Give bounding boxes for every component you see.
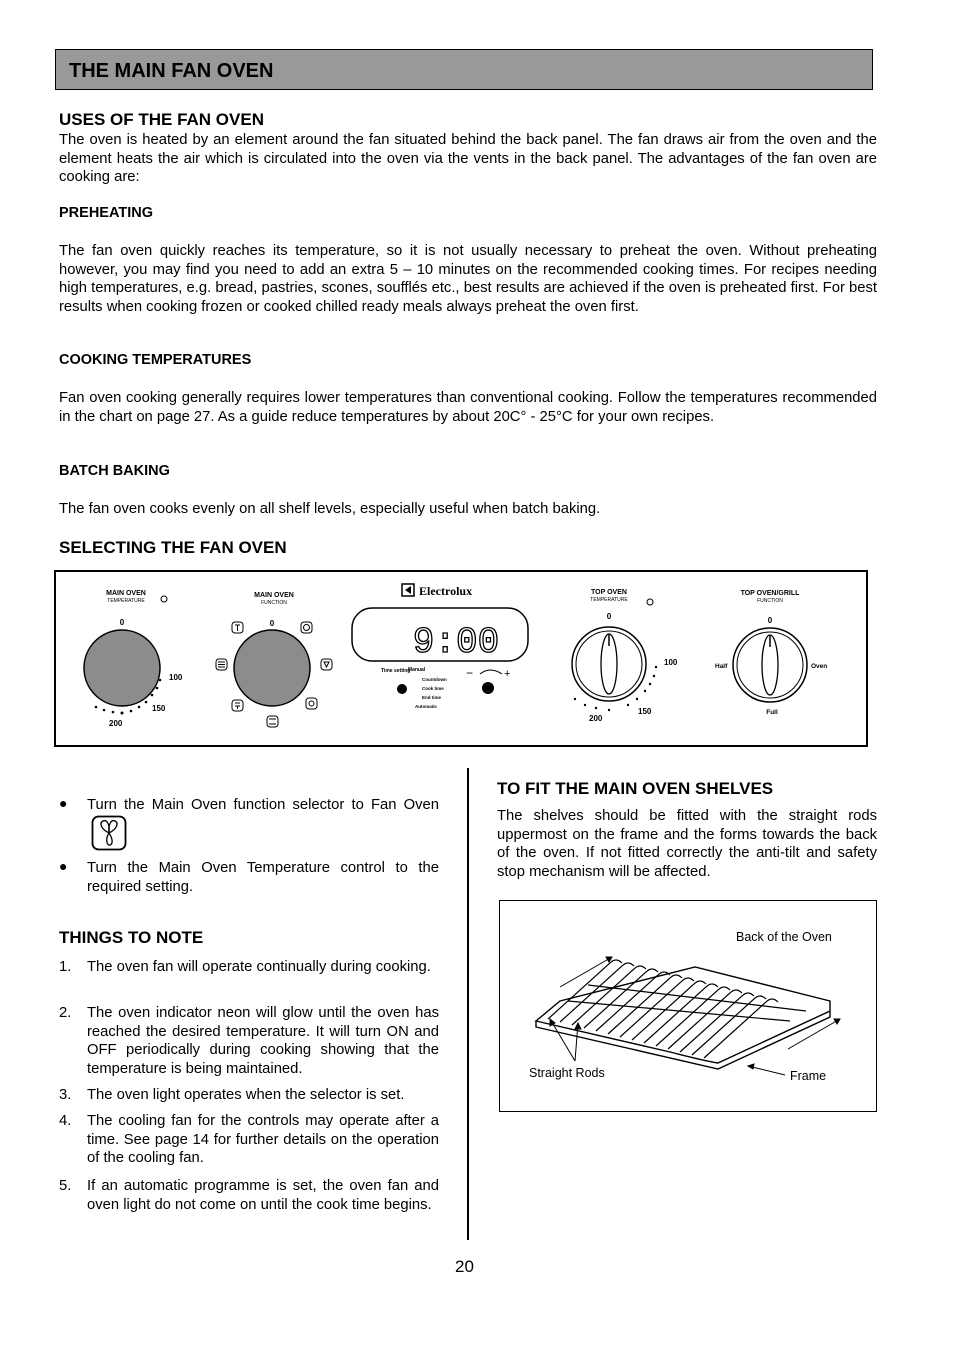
main-oven-func-sub: FUNCTION	[261, 600, 287, 606]
note-num-1: 1.	[59, 959, 72, 975]
page-title: THE MAIN FAN OVEN	[69, 60, 274, 82]
straight-rods-label: Straight Rods	[529, 1066, 605, 1080]
grill-half-label: Half	[715, 663, 728, 670]
uses-heading: USES OF THE FAN OVEN	[59, 110, 264, 129]
note-text-5: If an automatic programme is set, the oven fan and oven light do not come on until the cook time begins.	[87, 1178, 439, 1213]
main-oven-temp-label: MAIN OVEN	[106, 590, 146, 597]
grill-oven-label: Oven	[811, 663, 828, 670]
control-panel-illustration	[54, 570, 868, 747]
top-temp-scale-150: 150	[638, 707, 652, 716]
clock-time: 9:00	[412, 622, 500, 663]
note-num-2: 2.	[59, 1005, 72, 1021]
minus-label: −	[466, 666, 474, 680]
main-temp-scale-100: 100	[169, 673, 183, 682]
grill-scale-0: 0	[767, 616, 773, 625]
note-text-1: The oven fan will operate continually during cooking.	[87, 959, 431, 975]
top-temp-scale-200: 200	[589, 714, 603, 723]
column-divider	[467, 768, 469, 1240]
top-grill-sub: FUNCTION	[757, 598, 783, 604]
main-oven-temp-sub: TEMPERATURE	[107, 598, 145, 604]
preheating-text: The fan oven quickly reaches its temperature, so it is not usually necessary to preheat the oven. Without preheating however, you may find you need to add an extra 5 – 10 minutes on the recommended cooking times. For recipes needing high temperatures, e.g. bread, pastries, scones, soufflés etc., best results are achieved if the oven is preheated first. For best results when cooking frozen or cooked chilled ready meals always preheat the oven first.	[59, 243, 877, 315]
back-of-oven-label: Back of the Oven	[736, 930, 832, 944]
top-temp-scale-0: 0	[606, 612, 612, 621]
top-oven-neon	[647, 599, 653, 605]
main-oven-func-label: MAIN OVEN	[254, 592, 294, 599]
main-oven-temp-knob	[84, 630, 160, 706]
cook-time-label: Cook time	[422, 686, 444, 691]
note-num-5: 5.	[59, 1178, 72, 1194]
top-temp-scale-100: 100	[664, 658, 678, 667]
top-oven-sub: TEMPERATURE	[590, 597, 628, 603]
automatic-label: Automatic	[415, 704, 438, 709]
direction-arrows	[550, 957, 840, 1075]
shelf-diagram	[499, 900, 877, 1112]
bullet-text-1: Turn the Main Oven function selector to Fan Oven	[87, 797, 439, 813]
plus-label: +	[504, 668, 511, 680]
fan-icon	[91, 815, 127, 857]
page-title-bar	[55, 49, 873, 90]
note-num-4: 4.	[59, 1113, 72, 1129]
bullet-dot-1: ●	[59, 795, 68, 811]
frame-label: Frame	[790, 1069, 827, 1083]
batch-baking-text: The fan oven cooks evenly on all shelf levels, especially useful when batch baking.	[59, 501, 601, 517]
main-oven-function-knob	[234, 630, 310, 706]
cooking-temps-text: Fan oven cooking generally requires lower temperatures than conventional cooking. Follow the temperatures recommended in the chart on page 27. As a guide reduce temperatures by about 20C° - 25°C for your own recipes.	[59, 390, 877, 425]
shelves-heading: TO FIT THE MAIN OVEN SHELVES	[497, 779, 774, 798]
top-grill-label: TOP OVEN/GRILL	[740, 590, 800, 597]
timer-adjust-button	[482, 682, 494, 694]
electrolux-brand	[402, 584, 472, 598]
note-text-3: The oven light operates when the selector is set.	[87, 1087, 405, 1103]
bullet-dot-2: ●	[59, 858, 68, 874]
main-oven-neon	[161, 596, 167, 602]
uses-intro: The oven is heated by an element around the fan situated behind the back panel. The fan draws air from the oven and the element heats the air which is circulated into the oven via the vents in the back panel. The advantages of the fan oven are cooking are:	[59, 132, 877, 185]
countdown-label: Countdown	[422, 677, 447, 682]
things-to-note-heading: THINGS TO NOTE	[59, 928, 204, 947]
note-text-2: The oven indicator neon will glow until the oven has reached the desired temperature. It will turn ON and OFF periodically during cooking showing that the temperature is being maintained.	[87, 1005, 439, 1077]
batch-baking-heading: BATCH BAKING	[59, 463, 170, 479]
svg-text:Electrolux: Electrolux	[419, 584, 473, 598]
main-temp-scale-200: 200	[109, 719, 123, 728]
bullet-fan-selector	[87, 796, 439, 856]
note-text-4: The cooling fan for the controls may operate after a time. See page 14 for further details on the operation of the cooling fan.	[87, 1113, 439, 1166]
main-temp-scale-0: 0	[119, 618, 125, 627]
grill-full-label: Full	[766, 709, 778, 716]
page-number: 20	[455, 1257, 474, 1276]
selecting-heading: SELECTING THE FAN OVEN	[59, 538, 287, 557]
time-setting-button	[397, 684, 407, 694]
note-num-3: 3.	[59, 1087, 72, 1103]
preheating-heading: PREHEATING	[59, 205, 153, 221]
shelf-rods	[548, 960, 806, 1058]
main-func-scale-0: 0	[269, 619, 275, 628]
bullet-temperature-control: Turn the Main Oven Temperature control to the required setting.	[87, 860, 439, 895]
shelves-text: The shelves should be fitted with the straight rods uppermost on the frame and the forms towards the back of the oven. If not fitted correctly the anti-tilt and safety stop mechanism will be affected.	[497, 808, 877, 880]
cooking-temps-heading: COOKING TEMPERATURES	[59, 352, 252, 368]
main-temp-scale-150: 150	[152, 704, 166, 713]
time-setting-label: Time setting	[381, 668, 411, 674]
top-oven-label: TOP OVEN	[591, 589, 627, 596]
end-time-label: End time	[422, 695, 442, 700]
manual-label: Manual	[408, 667, 426, 673]
